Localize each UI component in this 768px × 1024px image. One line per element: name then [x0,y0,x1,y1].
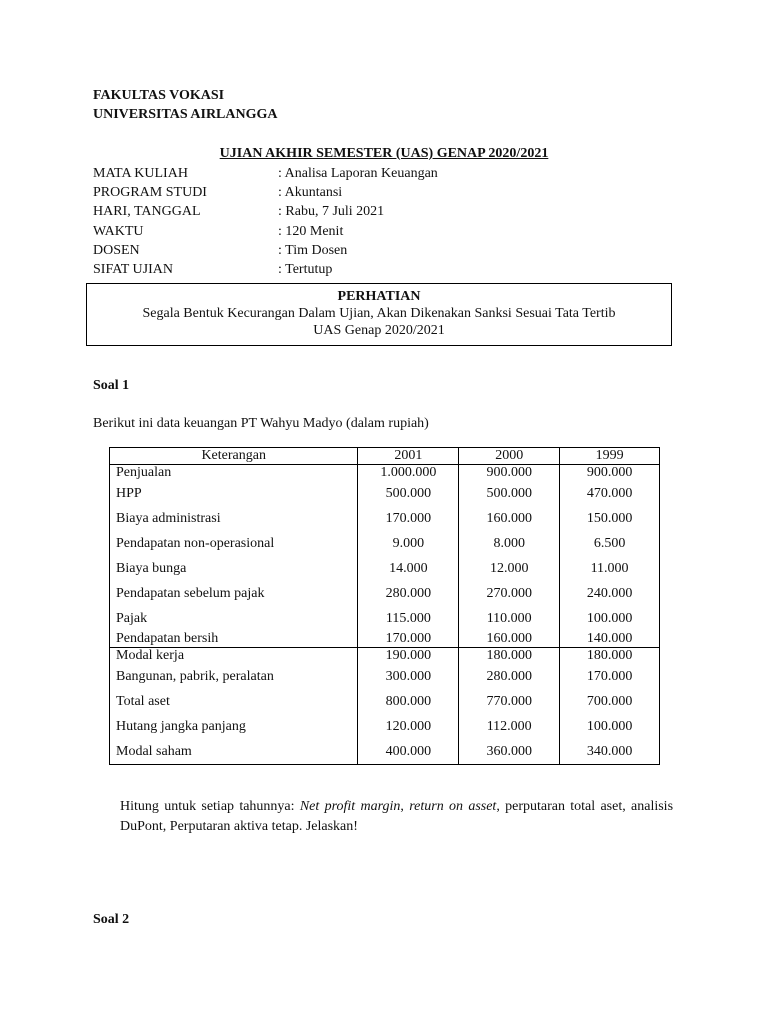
cell-value: 160.000 [459,631,560,648]
table-row [110,506,660,531]
row-label: Total aset [110,689,358,714]
cell-value: 470.000 [560,481,660,506]
cell-value: 115.000 [358,606,459,631]
cell-value: 900.000 [459,465,560,482]
column-header: 1999 [560,448,660,465]
row-label: Hutang jangka panjang [110,714,358,739]
cell-value: 240.000 [560,581,660,606]
university-name: UNIVERSITAS AIRLANGGA [93,107,278,122]
info-label: DOSEN [93,243,140,258]
cell-value: 8.000 [459,531,560,556]
table-row [110,648,660,665]
cell-value: 12.000 [459,556,560,581]
notice-box [86,283,672,346]
cell-value: 100.000 [560,606,660,631]
notice-title: PERHATIAN [337,289,421,304]
cell-value: 11.000 [560,556,660,581]
instruction-term: Net profit margin [299,799,401,814]
table-row [110,556,660,581]
cell-value: 120.000 [358,714,459,739]
info-label: WAKTU [93,224,144,239]
info-label: HARI, TANGGAL [93,204,201,219]
notice-line: UAS Genap 2020/2021 [313,322,445,338]
table-row [110,714,660,739]
cell-value: 800.000 [358,689,459,714]
cell-value: 140.000 [560,631,660,648]
cell-value: 360.000 [459,739,560,765]
row-label: Modal kerja [110,648,358,665]
cell-value: 180.000 [459,648,560,665]
row-label: Penjualan [110,465,358,482]
cell-value: 170.000 [358,506,459,531]
info-value: : Tertutup [278,262,333,277]
column-header: 2001 [358,448,459,465]
soal-1-heading: Soal 1 [93,378,130,393]
table-row [110,739,660,765]
row-label: Biaya bunga [110,556,358,581]
instruction-text: , [400,799,410,814]
soal-1-instruction [120,797,673,836]
row-label: Pajak [110,606,358,631]
cell-value: 14.000 [358,556,459,581]
info-value: : 120 Menit [278,224,344,239]
cell-value: 1.000.000 [358,465,459,482]
info-value: : Analisa Laporan Keuangan [278,166,438,181]
cell-value: 112.000 [459,714,560,739]
cell-value: 900.000 [560,465,660,482]
cell-value: 170.000 [358,631,459,648]
info-label: PROGRAM STUDI [93,185,207,200]
cell-value: 340.000 [560,739,660,765]
table-row [110,481,660,506]
table-row [110,531,660,556]
table-row [110,689,660,714]
instruction-text: , perputaran total aset, analisis DuPont, Perputaran aktiva tetap. Jelaskan! [120,799,674,834]
soal-2-heading: Soal 2 [93,912,130,927]
cell-value: 180.000 [560,648,660,665]
table-row [110,606,660,631]
column-header: 2000 [459,448,560,465]
cell-value: 190.000 [358,648,459,665]
cell-value: 770.000 [459,689,560,714]
table-row [110,664,660,689]
info-label: SIFAT UJIAN [93,262,173,277]
table-row [110,581,660,606]
cell-value: 170.000 [560,664,660,689]
cell-value: 280.000 [358,581,459,606]
row-label: Pendapatan bersih [110,631,358,648]
table-row [110,631,660,648]
faculty-name: FAKULTAS VOKASI [93,88,225,103]
row-label: Bangunan, pabrik, peralatan [110,664,358,689]
cell-value: 150.000 [560,506,660,531]
financial-data-table [109,447,660,765]
cell-value: 100.000 [560,714,660,739]
cell-value: 500.000 [358,481,459,506]
notice-line: Segala Bentuk Kecurangan Dalam Ujian, Akan Dikenakan Sanksi Sesuai Tata Tertib [142,305,616,321]
info-label: MATA KULIAH [93,166,188,181]
table-row [110,465,660,482]
table-header-row [110,448,660,465]
cell-value: 160.000 [459,506,560,531]
cell-value: 500.000 [459,481,560,506]
row-label: Biaya administrasi [110,506,358,531]
cell-value: 270.000 [459,581,560,606]
column-header: Keterangan [110,448,358,465]
cell-value: 9.000 [358,531,459,556]
instruction-text: Hitung untuk setiap tahunnya: [120,799,300,814]
row-label: Pendapatan sebelum pajak [110,581,358,606]
instruction-term: return on asset [409,799,497,814]
row-label: Modal saham [110,739,358,765]
soal-1-intro: Berikut ini data keuangan PT Wahyu Madyo (dalam rupiah) [93,416,429,431]
cell-value: 6.500 [560,531,660,556]
info-value: : Tim Dosen [278,243,348,258]
row-label: HPP [110,481,358,506]
cell-value: 300.000 [358,664,459,689]
cell-value: 700.000 [560,689,660,714]
cell-value: 280.000 [459,664,560,689]
row-label: Pendapatan non-operasional [110,531,358,556]
exam-title: UJIAN AKHIR SEMESTER (UAS) GENAP 2020/2021 [219,146,549,161]
info-value: : Rabu, 7 Juli 2021 [278,204,385,219]
cell-value: 110.000 [459,606,560,631]
info-value: : Akuntansi [278,185,343,200]
cell-value: 400.000 [358,739,459,765]
